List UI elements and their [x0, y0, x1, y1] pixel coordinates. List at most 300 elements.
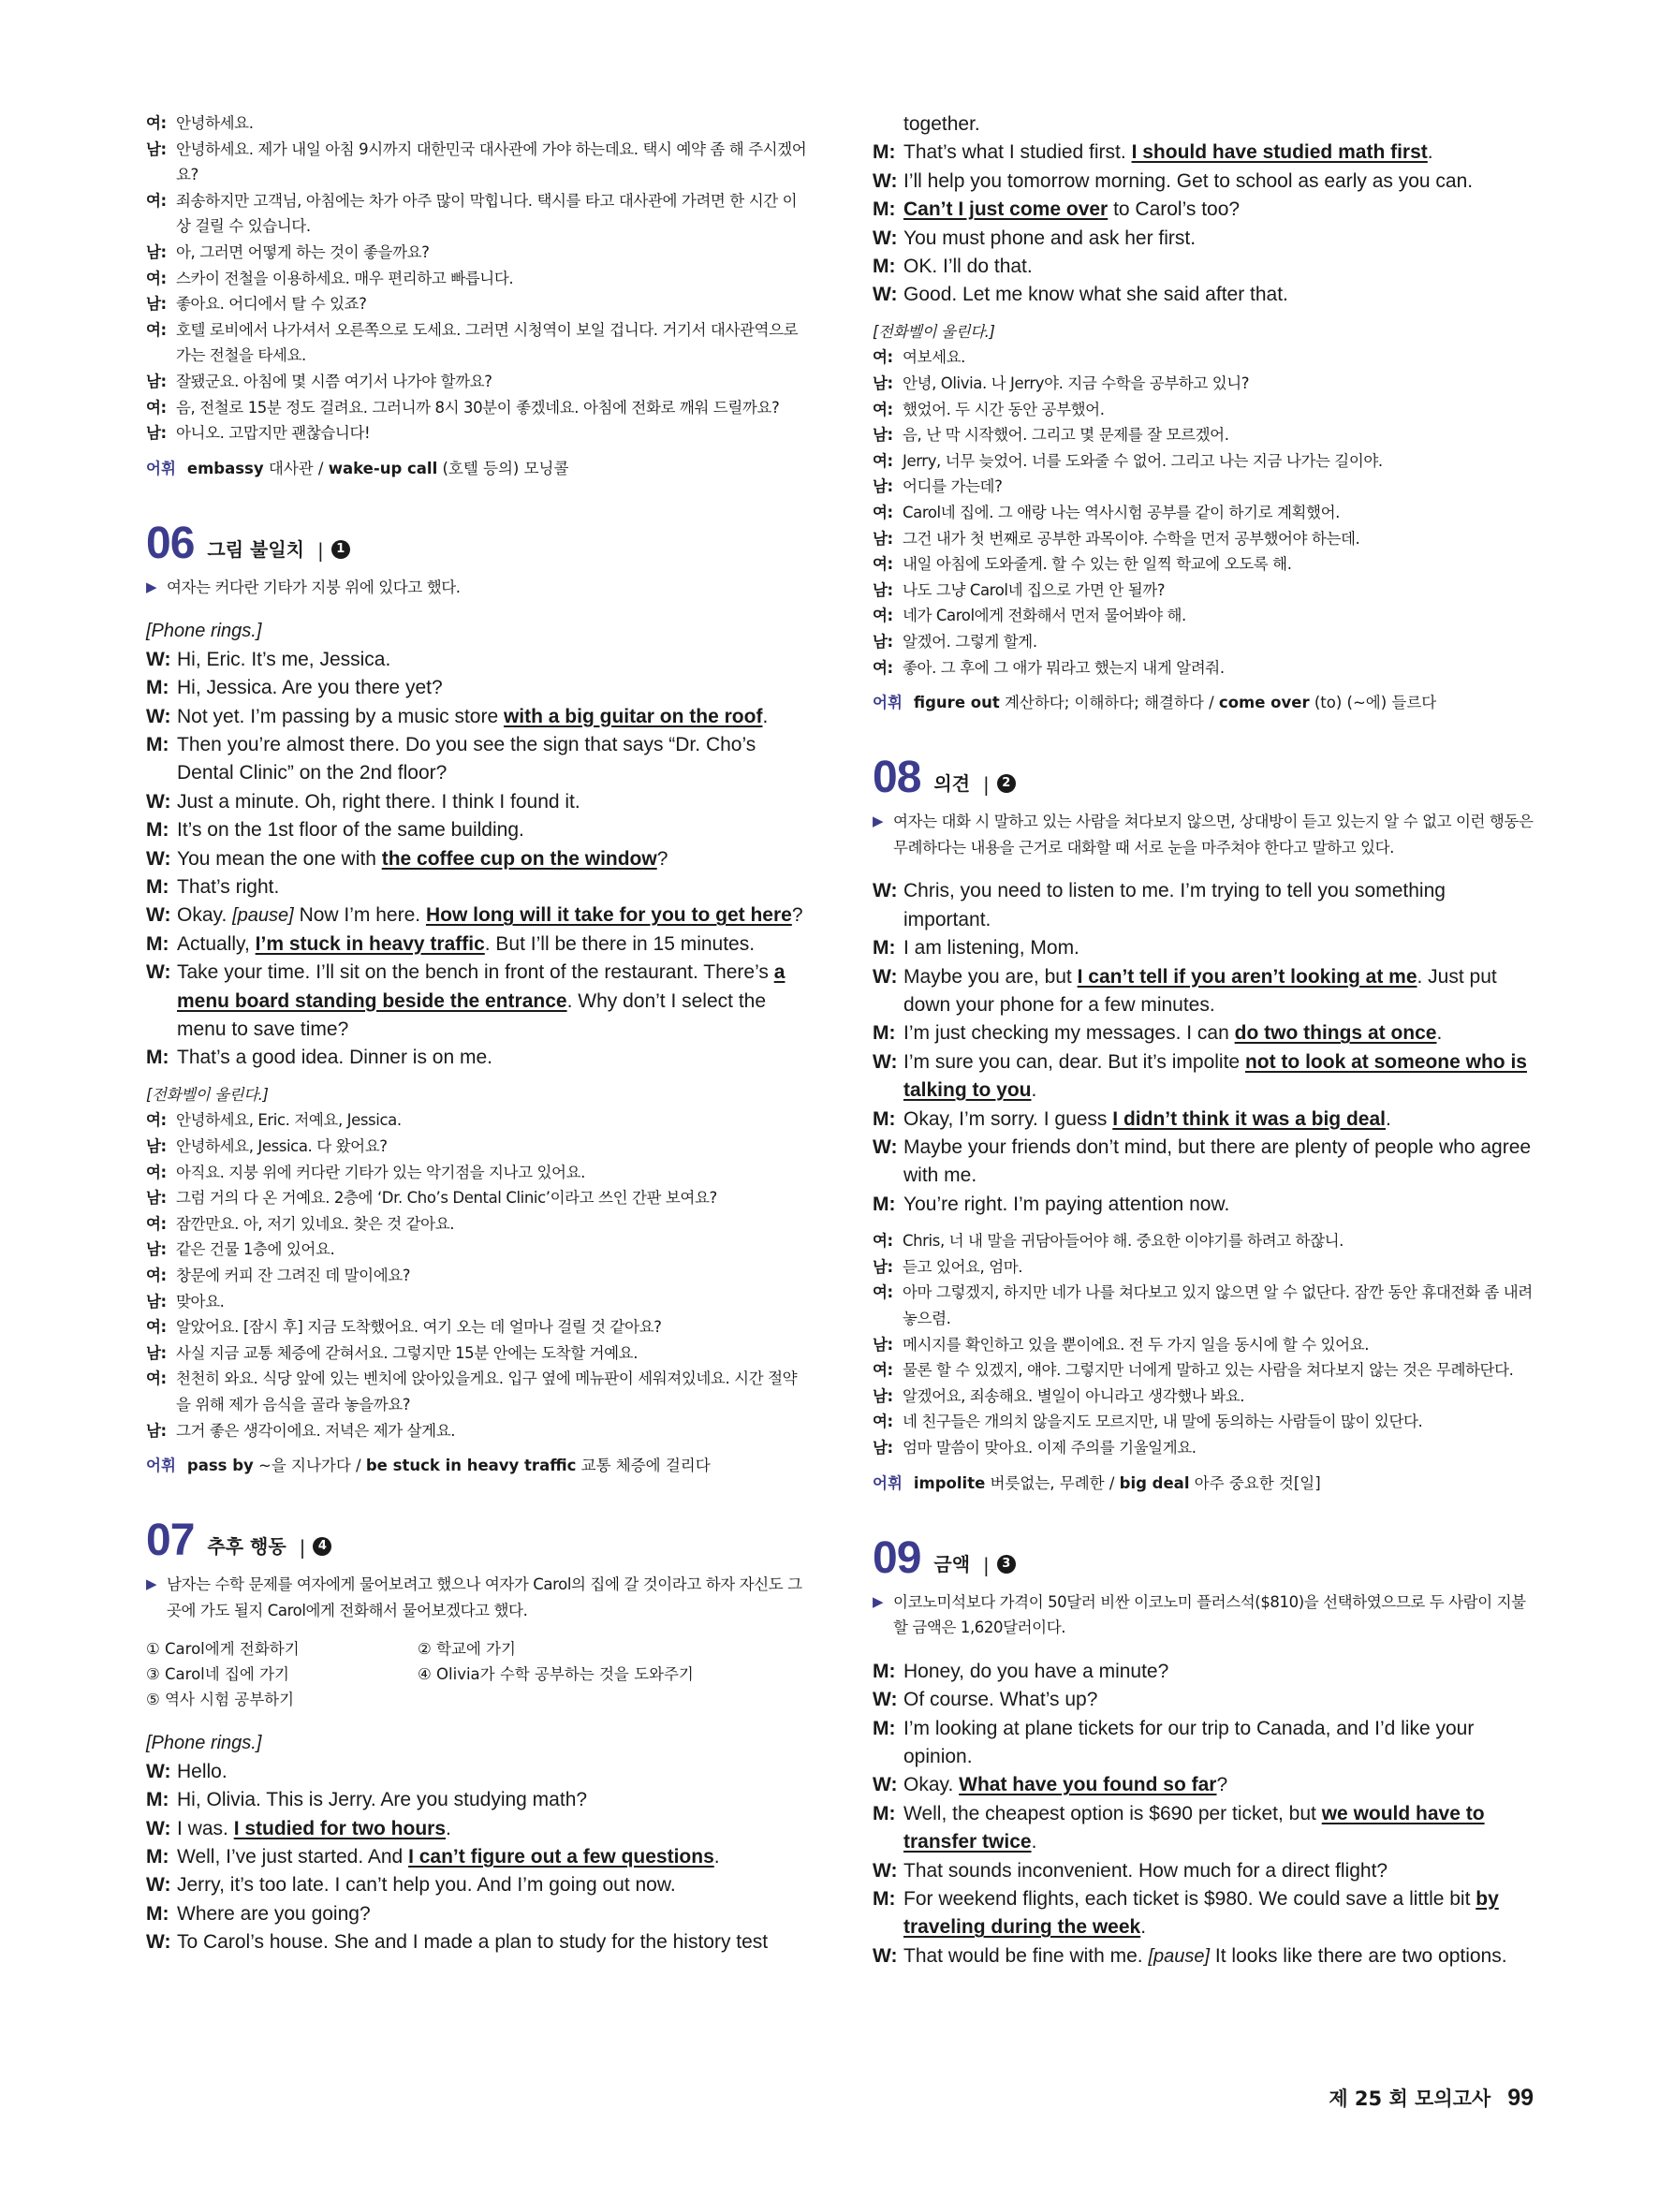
line-text: 창문에 커피 잔 그려진 데 말이에요? — [176, 1266, 411, 1284]
speaker-label: M: — [146, 1047, 169, 1069]
line-text: Hi, Eric. It’s me, Jessica. — [177, 648, 391, 670]
speaker-label: 여: — [146, 1214, 167, 1233]
line-text: Now I’m here. — [293, 904, 426, 927]
speaker-label: 남: — [146, 1292, 167, 1311]
dialogue-line — [873, 344, 1534, 371]
dialogue-line — [873, 422, 1534, 448]
section-06-explanation: ▶ 여자는 커다란 기타가 지붕 위에 있다고 했다. — [146, 575, 811, 601]
line-text: 사실 지금 교통 체증에 갇혀서요. 그렇지만 15분 안에는 도착할 거예요. — [176, 1343, 639, 1362]
speaker-label: W: — [873, 880, 898, 902]
dialogue-line — [146, 1314, 811, 1340]
section-number: 09 — [873, 1532, 921, 1583]
speaker-label: W: — [146, 1931, 171, 1954]
section-title: 그림 불일치 — [207, 537, 304, 561]
section-07-header: 07 추후 행동 | 4 — [146, 1516, 811, 1564]
speaker-label: 남: — [146, 1240, 167, 1259]
dialogue-line — [873, 500, 1534, 526]
kr-dialogue-06: [전화벨이 울린다.] 여: 안녕하세요, Eric. 저예요, Jessica. 남: 안녕하세요, Jessica. 다 왔어요? 여: 아직요. 지붕 위에 커다란 기타가 있는 악기점을 지나고 있어요. 남: 그럼 거의 다 온 거예요. 2층에 ‘Dr. Cho’s Dental Clinic’이라고 쓰인 간판 보여요? 여: 잠깐만요. 아, 저기 있네요. 찾은 것 같아요. 남: 같은 건물 1층에 있어요. 여: 창문에 커피 잔 그려진 데 말이에요? 남: 맞아요. 여: 알았어요. [잠시 후] 지금 도착했어요. 여기 오는 데 얼마나 걸릴 것 같아요? 남: 사실 지금 교통 체증에 갇혀서요. 그렇지만 15분 안에는 도착할 거예요. 여: 천천히 와요. 식당 앞에 있는 벤치에 앉아있을게요. 입구 옆에 메뉴판이 세워져있네요. 시간 절약을 위해 제가 음식을 골라 놓을까요? 남: 그거 좋은 생각이에요. 저녁은 제가 살게요. — [146, 1082, 811, 1443]
choice-3: ③ Carol네 집에 가기 — [146, 1665, 289, 1684]
line-text: Actually, — [177, 932, 256, 955]
dialogue-line — [873, 934, 1534, 962]
dialogue-line — [146, 1786, 811, 1814]
dialogue-line — [146, 110, 811, 137]
dialogue-line — [146, 646, 811, 674]
answer-badge: 4 — [313, 1537, 331, 1556]
key-phrase: I’m stuck in heavy traffic — [255, 932, 485, 955]
en-dialogue-09 — [873, 1658, 1534, 1970]
speaker-label: 여: — [146, 398, 167, 417]
dialogue-line — [873, 225, 1534, 253]
speaker-label: 남: — [873, 1438, 893, 1457]
answer-badge: 1 — [331, 540, 350, 559]
line-text: I’m sure you can, dear. But it’s impolite — [903, 1050, 1245, 1073]
triangle-icon: ▶ — [146, 578, 157, 595]
dialogue-line — [146, 420, 811, 447]
speaker-label: 남: — [873, 426, 893, 445]
speaker-label: 여: — [873, 607, 893, 625]
line-text: Chris, you need to listen to me. I’m trying to tell you something important. — [903, 880, 1446, 930]
line-text: Then you’re almost there. Do you see the sign that says “Dr. Cho’s Dental Clinic” on the 2nd floor? — [177, 733, 756, 784]
speaker-label: W: — [146, 961, 171, 984]
speaker-label: 여: — [873, 1283, 893, 1302]
section-number: 07 — [146, 1516, 195, 1566]
speaker-label: M: — [146, 932, 169, 955]
dialogue-line — [146, 703, 811, 731]
speaker-label: 여: — [146, 1318, 167, 1337]
dialogue-line — [146, 1134, 811, 1160]
speaker-label: 남: — [873, 1335, 893, 1354]
line-text: Jerry, it’s too late. I can’t help you. And I’m going out now. — [177, 1874, 676, 1897]
speaker-label: 남: — [873, 374, 893, 393]
speaker-label: 남: — [873, 1257, 893, 1276]
right-column — [873, 110, 1534, 1970]
line-text: For weekend flights, each ticket is $980. We could save a little bit — [903, 1888, 1476, 1910]
line-text: 맞아요. — [176, 1292, 225, 1311]
section-title: 금액 — [933, 1552, 971, 1575]
line-text: ? — [791, 904, 803, 927]
dialogue-line — [146, 816, 811, 844]
speaker-label: M: — [873, 141, 896, 164]
dialogue-line — [873, 963, 1534, 1020]
line-text: ? — [656, 847, 668, 870]
dialogue-line — [146, 266, 811, 292]
line-text: 좋아요. 어디에서 탈 수 있죠? — [176, 295, 367, 314]
line-text: . — [762, 705, 769, 727]
dialogue-line — [873, 877, 1534, 934]
line-text: Hi, Jessica. Are you there yet? — [177, 677, 443, 699]
line-text: 아니오. 고맙지만 괜찮습니다! — [176, 424, 371, 443]
key-phrase: the coffee cup on the window — [381, 847, 657, 870]
line-text: 안녕하세요, Eric. 저예요, Jessica. — [176, 1111, 402, 1130]
answer-badge: 2 — [997, 774, 1016, 793]
speaker-label: W: — [873, 1050, 898, 1073]
line-text: Carol네 집에. 그 애랑 나는 역사시험 공부를 같이 하기로 계획했어. — [903, 504, 1340, 521]
line-text: 아, 그러면 어떻게 하는 것이 좋을까요? — [176, 242, 430, 261]
dialogue-line — [873, 1106, 1534, 1134]
line-text: Well, the cheapest option is $690 per ticket, but — [903, 1802, 1322, 1824]
key-phrase: not to look at someone who is talking to you — [903, 1050, 1527, 1102]
speaker-label: W: — [873, 284, 898, 306]
line-text: That’s right. — [177, 875, 280, 898]
speaker-label: M: — [146, 875, 169, 898]
line-text: Maybe your friends don’t mind, but there are plenty of people who agree with me. — [903, 1136, 1532, 1187]
speaker-label: 여: — [146, 191, 167, 210]
line-text: . — [1436, 1022, 1443, 1045]
key-phrase: I should have studied math first — [1131, 141, 1428, 164]
dialogue-line — [873, 578, 1534, 604]
speaker-label: M: — [873, 1802, 896, 1824]
speaker-label: 남: — [146, 1137, 167, 1155]
dialogue-line — [146, 369, 811, 395]
line-text: 안녕, Olivia. 나 Jerry야. 지금 수학을 공부하고 있니? — [903, 374, 1250, 393]
speaker-label: M: — [146, 1845, 169, 1868]
key-phrase: we would have to transfer twice — [903, 1802, 1485, 1853]
section-number: 06 — [146, 518, 195, 568]
speaker-label: 남: — [146, 242, 167, 261]
line-text: It looks like there are two options. — [1210, 1944, 1507, 1967]
line-text: 아직요. 지붕 위에 커다란 기타가 있는 악기점을 지나고 있어요. — [176, 1163, 585, 1181]
dialogue-line — [146, 137, 811, 188]
speaker-label: W: — [873, 227, 898, 249]
speaker-label: W: — [146, 648, 171, 670]
dialogue-line — [873, 1686, 1534, 1714]
section-09-explanation: ▶ 이코노미석보다 가격이 50달러 비싼 이코노미 플러스석($810)을 선택하였으므로 두 사람이 지불할 금액은 1,620달러이다. — [873, 1589, 1534, 1641]
line-text: 안녕하세요. 제가 내일 아침 9시까지 대한민국 대사관에 가야 하는데요. 택시 예약 좀 해 주시겠어요? — [176, 139, 807, 184]
key-phrase: a menu board standing beside the entrance — [177, 961, 786, 1012]
dialogue-line — [873, 1134, 1534, 1191]
speaker-label: 여: — [873, 400, 893, 418]
line-text: 음, 전철로 15분 정도 걸려요. 그러니까 8시 30분이 좋겠네요. 아침에 전화로 깨워 드릴까요? — [176, 398, 780, 417]
line-text: Well, I’ve just started. And — [177, 1845, 409, 1868]
dialogue-line — [873, 1280, 1534, 1331]
line-text: 안녕하세요. — [176, 114, 254, 132]
triangle-icon: ▶ — [873, 1592, 884, 1610]
line-text: . Just put down your phone for a few minutes. — [903, 965, 1497, 1016]
speaker-label: M: — [873, 1022, 896, 1045]
line-text: That’s a good idea. Dinner is on me. — [177, 1047, 492, 1069]
speaker-label: 여: — [873, 1361, 893, 1380]
kr-dialogue-05 — [146, 110, 811, 447]
line-text: Good. Let me know what she said after that. — [903, 284, 1288, 306]
line-text: You mean the one with — [177, 847, 382, 870]
dialogue-line — [146, 1211, 811, 1238]
dialogue-line — [873, 1384, 1534, 1410]
dialogue-line — [146, 873, 811, 901]
line-text: I’m just checking my messages. I can — [903, 1022, 1235, 1045]
dialogue-line — [873, 397, 1534, 423]
line-text: 내일 아침에 도와줄게. 할 수 있는 한 일찍 학교에 오도록 해. — [903, 555, 1292, 574]
line-text: 했었어. 두 시간 동안 공부했어. — [903, 400, 1105, 418]
line-text: Where are you going? — [177, 1902, 371, 1925]
dialogue-line — [146, 1237, 811, 1263]
kr-dialogue-08 — [873, 1228, 1534, 1460]
dialogue-line — [873, 1800, 1534, 1857]
dialogue-line — [873, 110, 1534, 139]
speaker-label: M: — [873, 1888, 896, 1910]
dialogue-line — [146, 674, 811, 702]
speaker-label: 여: — [873, 555, 893, 574]
speaker-label: M: — [873, 1193, 896, 1215]
line-text: 잘됐군요. 아침에 몇 시쯤 여기서 나가야 할까요? — [176, 372, 492, 390]
line-text: 듣고 있어요, 엄마. — [903, 1257, 1023, 1276]
line-text: to Carol’s too? — [1108, 198, 1241, 221]
line-text: . — [713, 1845, 720, 1868]
line-text: That sounds inconvenient. How much for a direct flight? — [903, 1859, 1388, 1882]
dialogue-line — [873, 1885, 1534, 1942]
line-text: Okay. — [903, 1774, 960, 1796]
line-text: . — [446, 1817, 451, 1839]
speaker-label: W: — [146, 847, 171, 870]
speaker-label: 여: — [873, 1413, 893, 1431]
dialogue-line — [146, 1185, 811, 1211]
dialogue-line — [146, 1107, 811, 1134]
line-text: 물론 할 수 있겠지, 얘야. 그렇지만 너에게 말하고 있는 사람을 쳐다보지 않는 것은 무례하단다. — [903, 1361, 1514, 1380]
line-text: Hello. — [177, 1760, 228, 1782]
dialogue-line — [146, 1418, 811, 1444]
vocab-07: 어휘 figure out 계산하다; 이해하다; 해결하다 / come over (to) (~에) 들르다 — [873, 694, 1437, 712]
speaker-label: M: — [873, 198, 896, 221]
line-text: . But I’ll be there in 15 minutes. — [484, 932, 756, 955]
line-text: 천천히 와요. 식당 앞에 있는 벤치에 앉아있을게요. 입구 옆에 메뉴판이 세워져있네요. 시간 절약을 위해 제가 음식을 골라 놓을까요? — [176, 1370, 798, 1414]
speaker-label: M: — [873, 1660, 896, 1682]
line-text: 그거 좋은 생각이에요. 저녁은 제가 살게요. — [176, 1421, 456, 1440]
dialogue-line — [873, 655, 1534, 681]
page-footer — [1329, 2084, 1534, 2112]
dialogue-line — [146, 1928, 811, 1956]
line-text: Take your time. I’ll sit on the bench in front of the restaurant. There’s — [177, 961, 774, 984]
line-text: 호텔 로비에서 나가셔서 오른쪽으로 도세요. 그러면 시청역이 보일 겁니다. 거기서 대사관역으로 가는 전철을 타세요. — [176, 320, 799, 365]
speaker-label: 여: — [146, 114, 167, 132]
speaker-label: M: — [146, 733, 169, 755]
dialogue-line — [146, 930, 811, 959]
choice-5: ⑤ 역사 시험 공부하기 — [146, 1691, 295, 1709]
vocab-05: 어휘 embassy 대사관 / wake-up call (호텔 등의) 모닝콜 — [146, 459, 569, 477]
speaker-label: 여: — [873, 348, 893, 367]
line-text: Okay. — [177, 904, 233, 927]
line-text: Okay, I’m sorry. I guess — [903, 1107, 1113, 1130]
dialogue-line — [873, 474, 1534, 500]
dialogue-line — [873, 168, 1534, 196]
dialogue-line — [873, 281, 1534, 309]
dialogue-line — [873, 1715, 1534, 1772]
line-text: 아마 그렇겠지, 하지만 네가 나를 쳐다보고 있지 않으면 알 수 없단다. 잠깐 동안 휴대전화 좀 내려놓으렴. — [903, 1283, 1533, 1327]
dialogue-line — [873, 196, 1534, 224]
speaker-label: 여: — [146, 269, 167, 287]
dialogue-line — [146, 1366, 811, 1417]
speaker-label: M: — [873, 937, 896, 960]
key-phrase: with a big guitar on the roof — [503, 705, 763, 727]
dialogue-line — [873, 1357, 1534, 1384]
section-09-header: 09 금액 | 3 — [873, 1533, 1534, 1582]
dialogue-line — [146, 188, 811, 240]
line-text: 엄마 말씀이 맞아요. 이제 주의를 기울일게요. — [903, 1438, 1197, 1457]
line-text: It’s on the 1st floor of the same building. — [177, 819, 524, 842]
dialogue-line — [146, 1044, 811, 1072]
key-phrase: I studied for two hours — [233, 1817, 447, 1839]
exam-label: 제 25 회 모의고사 — [1329, 2087, 1491, 2110]
dialogue-line — [146, 395, 811, 421]
line-text: 네 친구들은 개의치 않을지도 모르지만, 내 말에 동의하는 사람들이 많이 있단다. — [903, 1413, 1423, 1431]
vocab-tag: 어휘 — [146, 459, 176, 477]
line-text: 메시지를 확인하고 있을 뿐이에요. 전 두 가지 일을 동시에 할 수 있어요. — [903, 1335, 1370, 1354]
speaker-label: M: — [146, 819, 169, 842]
dialogue-line — [873, 1771, 1534, 1799]
speaker-label: W: — [873, 169, 898, 192]
dialogue-line — [873, 1228, 1534, 1254]
left-column — [146, 110, 811, 1957]
speaker-label: M: — [146, 677, 169, 699]
speaker-label: W: — [146, 705, 171, 727]
dialogue-line — [873, 448, 1534, 475]
speaker-label: W: — [146, 904, 171, 927]
dialogue-line — [873, 629, 1534, 655]
dialogue-line — [146, 1843, 811, 1871]
choice-2: ② 학교에 가기 — [418, 1640, 516, 1659]
line-text: Honey, do you have a minute? — [903, 1660, 1169, 1682]
dialogue-line — [146, 788, 811, 816]
section-number: 08 — [873, 753, 921, 803]
speaker-label: 남: — [146, 1343, 167, 1362]
section-title: 의견 — [933, 772, 971, 796]
speaker-label: 여: — [146, 1370, 167, 1388]
dialogue-line — [873, 139, 1534, 167]
triangle-icon: ▶ — [873, 813, 884, 830]
dialogue-line — [146, 1871, 811, 1899]
page-number: 99 — [1507, 2085, 1534, 2111]
line-text: 음, 난 막 시작했어. 그리고 몇 문제를 잘 모르겠어. — [903, 426, 1229, 445]
dialogue-line — [873, 603, 1534, 629]
line-text: I was. — [177, 1817, 234, 1839]
speaker-label: 남: — [146, 372, 167, 390]
section-08-explanation: ▶ 여자는 대화 시 말하고 있는 사람을 쳐다보지 않으면, 상대방이 듣고 있는지 알 수 없고 이런 행동은 무례하다는 내용을 근거로 대화할 때 서로 눈을 마주쳐야 한다고 말하고 있다. — [873, 809, 1534, 860]
section-title: 추후 행동 — [207, 1535, 286, 1559]
speaker-label: 남: — [146, 424, 167, 443]
stage-note: [pause] — [232, 905, 294, 927]
dialogue-line — [873, 1658, 1534, 1686]
line-text: 알았어요. [잠시 후] 지금 도착했어요. 여기 오는 데 얼마나 걸릴 것 같아요? — [176, 1318, 662, 1337]
dialogue-line — [873, 1191, 1534, 1219]
dialogue-line — [873, 1254, 1534, 1281]
line-text: I am listening, Mom. — [903, 937, 1079, 960]
section-08-header: 08 의견 | 2 — [873, 753, 1534, 801]
dialogue-line — [873, 1409, 1534, 1435]
line-text: 나도 그냥 Carol네 집으로 가면 안 될까? — [903, 580, 1166, 599]
dialogue-line — [873, 1435, 1534, 1461]
dialogue-line — [146, 291, 811, 317]
dialogue-line — [146, 1758, 811, 1786]
speaker-label: W: — [146, 1874, 171, 1897]
speaker-label: W: — [146, 1817, 171, 1839]
line-text: That would be fine with me. — [903, 1944, 1149, 1967]
line-text: To Carol’s house. She and I made a plan to study for the history test — [177, 1931, 769, 1954]
speaker-label: 여: — [146, 1266, 167, 1284]
line-text: You’re right. I’m paying attention now. — [903, 1193, 1230, 1215]
speaker-label: 남: — [873, 632, 893, 651]
speaker-label: W: — [146, 790, 171, 813]
line-text: 네가 Carol에게 전화해서 먼저 물어봐야 해. — [903, 607, 1186, 625]
line-text: 좋아. 그 후에 그 애가 뭐라고 했는지 내게 알려줘. — [903, 658, 1225, 677]
speaker-label: 남: — [146, 139, 167, 158]
line-text: Of course. What’s up? — [903, 1689, 1098, 1711]
en-dialogue-07: [Phone rings.] W: Hello. M: Hi, Olivia. This is Jerry. Are you studying math? W: I was. I studied for two hours. M: Well, I’ve just started. And I can’t figure out a few questions. W: Jerry, it’s too late. I can’t help you. And I’m going out now. M: Where are you going? W: To Carol’s house. She and I made a plan to study for the history test — [146, 1729, 811, 1956]
choice-1: ① Carol에게 전화하기 — [146, 1640, 300, 1659]
dialogue-line — [146, 1160, 811, 1186]
key-phrase: do two things at once — [1234, 1022, 1437, 1045]
speaker-label: 남: — [873, 580, 893, 599]
stage-note: [pause] — [1148, 1945, 1211, 1967]
speaker-label: 여: — [146, 320, 167, 339]
speaker-label: 남: — [873, 1386, 893, 1405]
speaker-label: 여: — [873, 658, 893, 677]
dialogue-line — [146, 1900, 811, 1928]
key-phrase: I can’t tell if you aren’t looking at me — [1077, 965, 1417, 988]
speaker-label: 남: — [146, 1189, 167, 1208]
speaker-label: M: — [873, 1717, 896, 1739]
line-text: Not yet. I’m passing by a music store — [177, 705, 504, 727]
line-text: Chris, 너 내 말을 귀담아들어야 해. 중요한 이야기를 하려고 하잖니. — [903, 1232, 1344, 1251]
triangle-icon: ▶ — [146, 1575, 157, 1593]
dialogue-line — [873, 1332, 1534, 1358]
speaker-label: M: — [873, 256, 896, 278]
dialogue-line — [146, 959, 811, 1044]
speaker-label: W: — [873, 1944, 898, 1967]
line-text: 그건 내가 첫 번째로 공부한 과목이야. 수학을 먼저 공부했어야 하는데. — [903, 529, 1360, 548]
line-text: . — [1427, 141, 1433, 164]
dialogue-line — [873, 1019, 1534, 1047]
line-text: OK. I’ll do that. — [903, 256, 1033, 278]
dialogue-line — [146, 1340, 811, 1367]
line-text: 같은 건물 1층에 있어요. — [176, 1240, 335, 1259]
speaker-label: M: — [146, 1789, 169, 1811]
speaker-label: W: — [146, 1760, 171, 1782]
dialogue-line — [873, 371, 1534, 397]
speaker-label: 여: — [146, 1163, 167, 1181]
dialogue-line — [873, 1942, 1534, 1970]
speaker-label: 여: — [873, 451, 893, 470]
line-text: . — [1031, 1079, 1037, 1102]
vocab-08: 어휘 impolite 버릇없는, 무례한 / big deal 아주 중요한 것[일] — [873, 1473, 1321, 1492]
answer-choices — [146, 1636, 811, 1712]
dialogue-line — [146, 901, 811, 930]
line-text: Jerry, 너무 늦었어. 너를 도와줄 수 없어. 그리고 나는 지금 나가는 길이야. — [903, 451, 1383, 470]
key-phrase: What have you found so far — [959, 1774, 1217, 1796]
dialogue-line — [146, 240, 811, 266]
speaker-label: W: — [873, 1136, 898, 1158]
speaker-label: W: — [873, 965, 898, 988]
dialogue-line — [873, 1048, 1534, 1106]
answer-badge: 3 — [997, 1555, 1016, 1574]
line-text: 여보세요. — [903, 348, 966, 367]
speaker-label: 남: — [873, 529, 893, 548]
en-dialogue-08 — [873, 877, 1534, 1219]
line-text: I’ll help you tomorrow morning. Get to school as early as you can. — [903, 169, 1474, 192]
line-text: ? — [1216, 1774, 1228, 1796]
section-06-header: 06 그림 불일치 | 1 — [146, 519, 811, 567]
key-phrase: Can’t I just come over — [903, 198, 1109, 221]
en-dialogue-06: [Phone rings.] W: Hi, Eric. It’s me, Jessica. M: Hi, Jessica. Are you there yet? W: Not yet. I’m passing by a music store with a big guitar on the roof. M: Then you’re almost there. Do you see the sign that says “Dr. Cho’s Dental Clinic” on the 2nd floor? W: Just a minute. Oh, right there. I think I found it. M: It’s on the 1st floor of the same building. W: You mean the one with the coffee cup on the window? M: That’s right. W: Okay. [pause] Now I’m here. How long will it take for you to get here? M: Actually, I’m stuck in heavy traffic. But I’ll be there in 15 minutes. W: Take your time. I’ll sit on the bench in front of the restaurant. There’s a menu board standing beside the entrance. Why don’t I select the menu to save time? M: That’s a good idea. Dinner is on me. — [146, 617, 811, 1073]
line-text: together. — [903, 113, 980, 135]
dialogue-line — [146, 1263, 811, 1289]
line-text: 알겠어요, 죄송해요. 별일이 아니라고 생각했나 봐요. — [903, 1386, 1245, 1405]
line-text: That’s what I studied first. — [903, 141, 1132, 164]
speaker-label: 남: — [873, 477, 893, 496]
dialogue-line — [873, 526, 1534, 552]
key-phrase: by traveling during the week — [903, 1888, 1499, 1939]
key-phrase: I didn’t think it was a big deal — [1112, 1107, 1386, 1130]
line-text: You must phone and ask her first. — [903, 227, 1197, 249]
dialogue-line — [873, 253, 1534, 281]
dialogue-line — [146, 1815, 811, 1843]
